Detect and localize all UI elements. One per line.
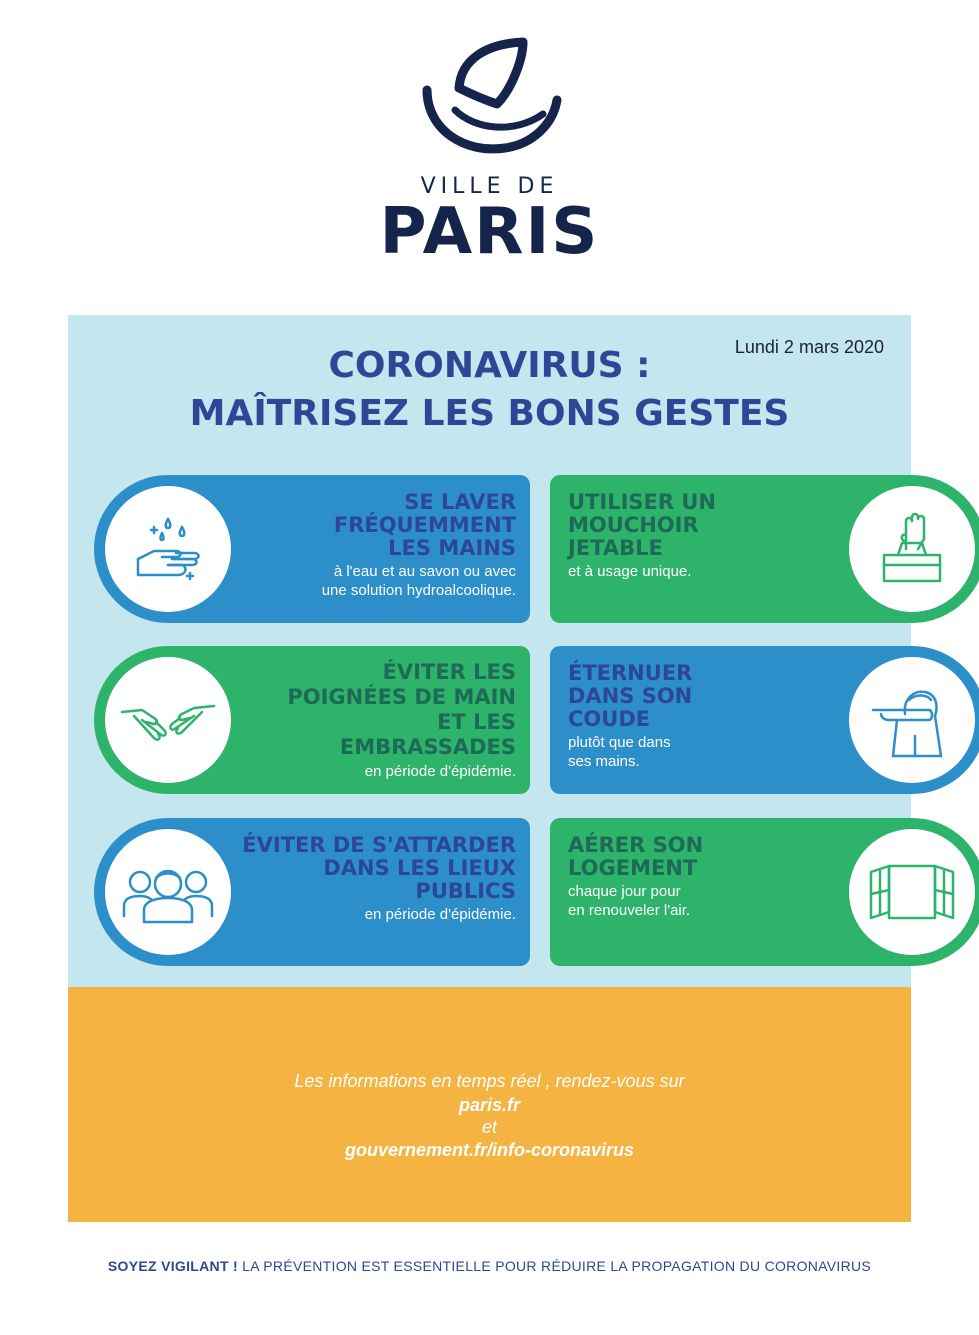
gouvernement-link[interactable]: gouvernement.fr/info-coronavirus	[344, 1140, 635, 1160]
page-title-line2: MAÎTRISEZ LES BONS GESTES	[189, 393, 790, 434]
card-window	[550, 818, 979, 966]
card-subtext: et à usage unique.	[568, 563, 692, 580]
card-handshake	[94, 646, 530, 794]
sneeze-elbow-icon	[869, 680, 955, 760]
card-heading: ÉVITER LES POIGNÉES DE MAIN ET LES EMBRASSADES	[287, 660, 516, 759]
card-tissue	[550, 475, 979, 623]
card-subtext: chaque jour pour en renouveler l'air.	[568, 883, 691, 919]
open-window-icon	[867, 860, 957, 924]
card-heading: ÉTERNUER DANS SON COUDE	[568, 661, 693, 731]
crowd-icon	[120, 860, 216, 924]
card-heading: AÉRER SON LOGEMENT	[568, 833, 704, 880]
card-heading: ÉVITER DE S'ATTARDER DANS LES LIEUX PUBLICS	[242, 833, 516, 903]
card-crowd	[94, 818, 530, 966]
info-line1: Les informations en temps réel , rendez-vous sur	[294, 1071, 685, 1091]
card-subtext: à l'eau et au savon ou avec une solution hydroalcoolique.	[321, 563, 516, 599]
card-wash-hands	[94, 475, 530, 623]
paris-boat-icon	[415, 30, 565, 170]
footer-warning	[0, 1258, 979, 1274]
card-subtext: en période d'épidémie.	[364, 763, 516, 780]
card-heading: SE LAVER FRÉQUEMMENT LES MAINS	[333, 490, 516, 560]
logo-paris: PARIS	[379, 195, 600, 269]
paris-link[interactable]: paris.fr	[458, 1095, 521, 1115]
handshake-icon	[120, 690, 216, 750]
gestures-panel	[68, 315, 911, 987]
footer-bold: SOYEZ VIGILANT !	[107, 1258, 238, 1274]
card-sneeze	[550, 646, 979, 794]
footer-text: LA PRÉVENTION EST ESSENTIELLE POUR RÉDUIRE LA PROPAGATION DU CORONAVIRUS	[237, 1258, 872, 1274]
logo-ville-de: VILLE DE	[420, 174, 559, 199]
card-subtext: plutôt que dans ses mains.	[568, 734, 671, 770]
info-et: et	[481, 1117, 497, 1137]
card-subtext: en période d'épidémie.	[364, 906, 516, 923]
hand-washing-icon	[128, 509, 208, 589]
info-banner	[68, 987, 911, 1222]
tissue-box-icon	[872, 509, 952, 589]
city-logo	[0, 30, 979, 269]
card-heading: UTILISER UN MOUCHOIR JETABLE	[568, 490, 716, 560]
page-title-line1: CORONAVIRUS :	[328, 345, 651, 386]
date-label: Lundi 2 mars 2020	[734, 337, 884, 357]
